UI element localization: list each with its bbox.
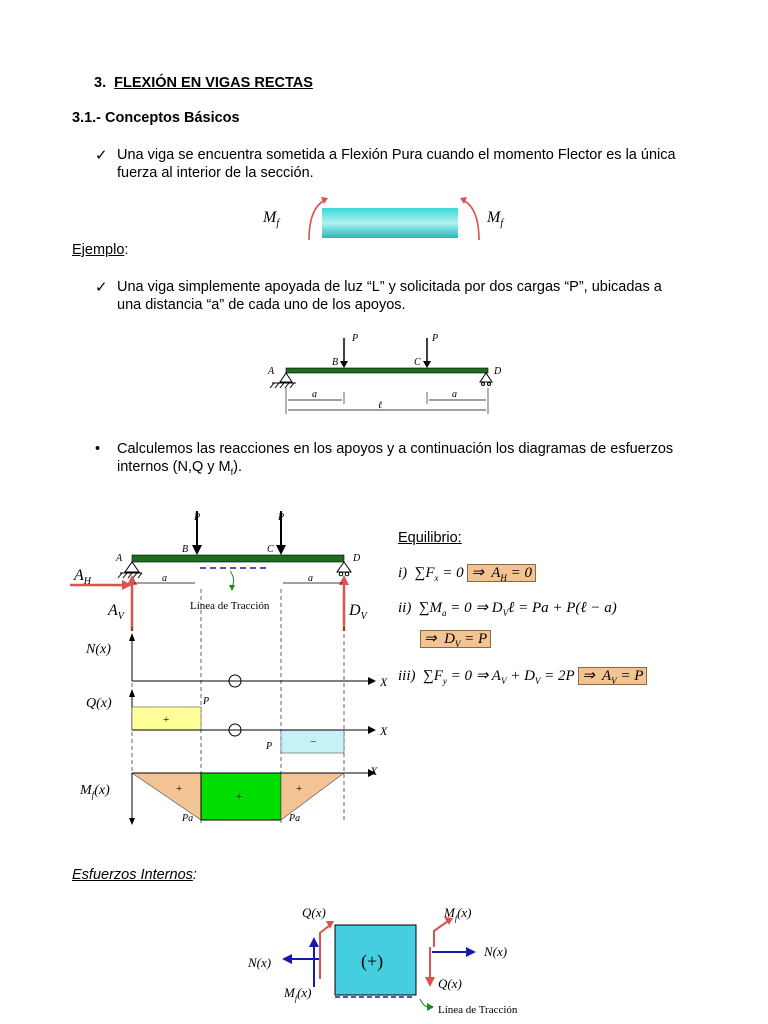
dim-label-a1: a — [312, 389, 317, 400]
moment-plus-center: + — [236, 791, 243, 803]
bullet1-line1: Una viga se encuentra sometida a Flexión Pura cuando el momento Flector es la única — [117, 147, 676, 163]
roller-support-icon — [337, 562, 351, 572]
moment-plus-right: + — [296, 783, 303, 795]
point-label-b: B — [182, 544, 189, 555]
equation-1: i) $\sum F_x = 0$ ⇒ $A_H = 0$ — [398, 563, 536, 588]
traction-label: Línea de Tracción — [438, 1004, 518, 1016]
moment-label-left: $M_f$ — [263, 209, 280, 229]
axis-x-label-q: X — [380, 724, 388, 738]
sign-convention-figure — [244, 897, 534, 1021]
moment-arrow-right — [463, 200, 479, 240]
section-number: 3. — [94, 75, 107, 91]
dim-label-a2: a — [452, 389, 457, 400]
point-label-d: D — [353, 553, 361, 564]
axis-x-label-m: X — [370, 764, 378, 778]
subsection-heading: 3.1.- Conceptos Básicos — [72, 110, 240, 126]
equation-2: ii) $\sum M_a = 0$ ⇒ $D_V\ell = Pa$ + P(ℓ − a) — [398, 600, 617, 618]
equation-2-result: ⇒ $D_V = P$ — [420, 629, 491, 654]
shear-label-left: Q(x) — [302, 905, 326, 920]
moment-label-left: $M_f(x)$ — [284, 985, 312, 1003]
beam-section — [322, 208, 458, 238]
axis-x-label-n: X — [380, 675, 388, 689]
bullet-dot: • — [95, 441, 101, 457]
normal-force-label: N(x) — [86, 642, 111, 657]
bullet1-line2: fuerza al interior de la sección. — [117, 165, 314, 181]
load-label-p1: P — [352, 333, 359, 344]
dim-label-a2: a — [308, 573, 313, 584]
shear-plus-sign: + — [163, 714, 170, 726]
moment-plus-left: + — [176, 783, 183, 795]
section-title: FLEXIÓN EN VIGAS RECTAS — [114, 75, 313, 91]
shear-value-minus-p: P — [266, 741, 273, 752]
load-label-p2: P — [432, 333, 439, 344]
moment-arrow-left — [320, 925, 330, 979]
pin-support-icon — [280, 373, 292, 382]
reaction-arrow-dv — [339, 575, 349, 585]
checkmark-icon: ✓ — [95, 279, 108, 296]
equation-3: iii) $\sum F_y = 0$ ⇒ $A_V + D_V = 2P$ ⇒ $A_V = P$ — [398, 666, 647, 691]
bullet2-line1: Una viga simplemente apoyada de luz “L” y solicitada por dos cargas “P”, ubicadas a — [117, 279, 662, 295]
bullet2-line2: una distancia “a” de cada uno de los apoyos. — [117, 297, 406, 313]
bullet3-line2: internos (N,Q y $M_f$). — [117, 459, 242, 477]
dim-label-l: ℓ — [378, 400, 383, 411]
moment-arrow-right — [434, 921, 448, 947]
shear-value-p: P — [203, 696, 210, 707]
point-label-c: C — [414, 357, 421, 368]
moment-value-pa-right: Pa — [289, 813, 301, 824]
reaction-label-av: $A_V$ — [108, 602, 124, 622]
shear-arrow-right — [425, 977, 435, 987]
moment-label-right: $M_f$ — [487, 209, 504, 229]
beam — [132, 555, 344, 562]
normal-arrow-left — [282, 954, 292, 964]
load-label-p1: P — [194, 512, 201, 523]
beam — [286, 368, 488, 373]
dim-label-a1: a — [162, 573, 167, 584]
normal-label-left: N(x) — [248, 955, 272, 970]
point-label-a: A — [116, 553, 123, 564]
pin-support-icon — [125, 562, 139, 572]
internal-forces-diagram — [70, 505, 390, 827]
moment-label-right: $M_f(x)$ — [444, 905, 472, 923]
checkmark-icon: ✓ — [95, 147, 108, 164]
bullet3-line1: Calculemos las reacciones en los apoyos y a continuación los diagramas de esfuerzos — [117, 441, 674, 457]
internal-forces-title: Esfuerzos Internos: — [72, 867, 197, 883]
load-arrow-b — [340, 361, 348, 368]
load-arrow-c — [276, 545, 286, 555]
moment-value-pa-left: Pa — [182, 813, 194, 824]
point-label-b: B — [332, 357, 339, 368]
reaction-arrow-av — [127, 575, 137, 585]
positive-sign-label: (+) — [361, 951, 384, 971]
bending-moment-label: $M_f(x)$ — [80, 783, 110, 800]
reaction-label-ah: $A_H$ — [74, 567, 92, 587]
shear-arrow-left — [309, 937, 319, 947]
normal-arrow-right — [466, 947, 476, 957]
equilibrium-title: Equilibrio: — [398, 530, 462, 546]
point-label-a: A — [268, 366, 275, 377]
shear-label-right: Q(x) — [438, 976, 462, 991]
pure-bending-figure — [255, 192, 525, 252]
point-label-c: C — [267, 544, 274, 555]
point-label-d: D — [494, 366, 502, 377]
example-label: Ejemplo: — [72, 242, 129, 258]
traction-label: Línea de Tracción — [190, 600, 270, 612]
load-arrow-b — [192, 545, 202, 555]
load-label-p2: P — [278, 512, 285, 523]
section-heading — [94, 74, 313, 92]
roller-support-icon — [480, 373, 492, 382]
reaction-label-dv: $D_V$ — [349, 602, 367, 622]
shear-minus-sign: − — [310, 736, 317, 748]
beam-example-figure — [260, 328, 510, 418]
shear-force-label: Q(x) — [86, 696, 112, 711]
load-arrow-c — [423, 361, 431, 368]
normal-label-right: N(x) — [484, 944, 508, 959]
